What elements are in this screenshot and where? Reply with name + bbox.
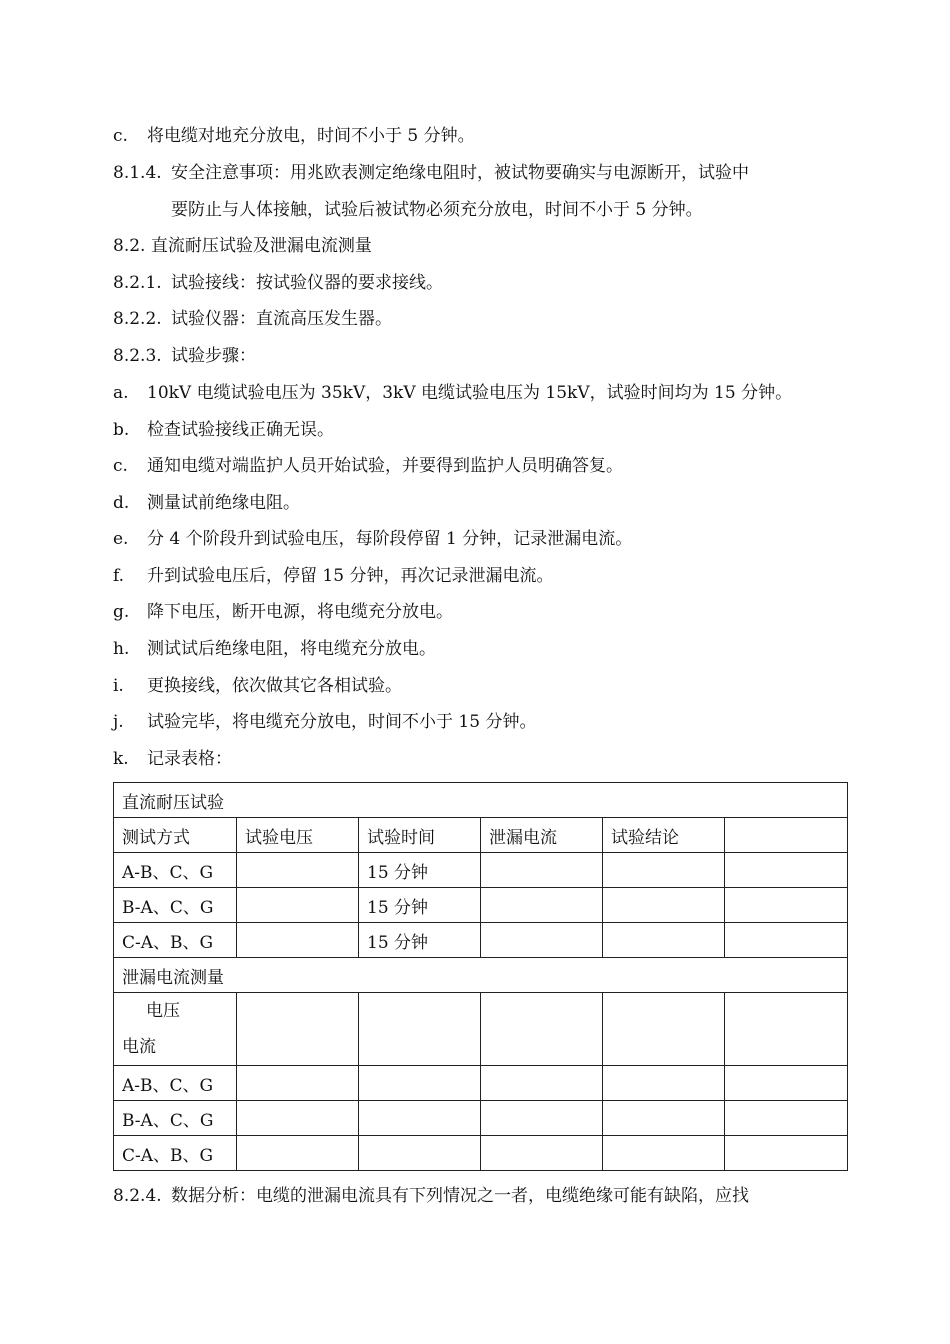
step-j-line (113, 704, 843, 740)
step-text: 试验完毕，将电缆充分放电，时间不小于 15 分钟。 (147, 712, 537, 732)
table-cell: A-B、C、G (114, 853, 237, 888)
step-text: 更换接线，依次做其它各相试验。 (147, 676, 402, 696)
section-8-2-heading (113, 228, 843, 264)
section-label: 8.2.4. (113, 1186, 162, 1206)
step-label: d. (113, 493, 130, 513)
header-cell: 试验时间 (359, 818, 481, 853)
step-label: g. (113, 602, 130, 622)
table-cell (603, 888, 725, 923)
section-8-2-1-line (113, 265, 843, 301)
table-row (114, 1136, 848, 1171)
table-cell (481, 1136, 603, 1171)
section-heading-text: 8.2. 直流耐压试验及泄漏电流测量 (113, 236, 372, 256)
table-cell (603, 923, 725, 958)
step-text: 升到试验电压后，停留 15 分钟，再次记录泄漏电流。 (147, 566, 554, 586)
table-row (114, 1066, 848, 1101)
current-label: 电流 (122, 1037, 156, 1057)
section-8-1-4-line (113, 155, 843, 191)
table-cell: B-A、C、G (114, 888, 237, 923)
table-cell (725, 1066, 848, 1101)
step-i-line (113, 668, 843, 704)
step-text: 分 4 个阶段升到试验电压，每阶段停留 1 分钟，记录泄漏电流。 (147, 529, 633, 549)
table-cell (725, 888, 848, 923)
step-text: 测量试前绝缘电阻。 (147, 493, 300, 513)
header-cell (725, 818, 848, 853)
header-cell: 试验电压 (237, 818, 359, 853)
step-a-line (113, 375, 843, 411)
table-row (114, 853, 848, 888)
step-g-line (113, 594, 843, 630)
record-table (113, 782, 848, 1171)
section-text: 试验仪器：直流高压发生器。 (171, 309, 392, 329)
table-cell (603, 993, 725, 1066)
step-label: k. (113, 749, 129, 769)
table-cell (359, 993, 481, 1066)
voltage-label: 电压 (146, 1001, 180, 1021)
step-label: e. (113, 529, 129, 549)
header-cell: 泄漏电流 (481, 818, 603, 853)
table-cell: C-A、B、G (114, 923, 237, 958)
table-row (114, 888, 848, 923)
section-text: 试验接线：按试验仪器的要求接线。 (171, 273, 443, 293)
table-section-row (114, 958, 848, 993)
table-cell (725, 1136, 848, 1171)
table-cell (359, 1136, 481, 1171)
table-cell: 15 分钟 (359, 888, 481, 923)
section-8-2-4-line (113, 1178, 843, 1214)
table-cell (725, 993, 848, 1066)
table-cell (237, 923, 359, 958)
section-text: 安全注意事项：用兆欧表测定绝缘电阻时，被试物要确实与电源断开，试验中 (171, 163, 749, 183)
step-label: c. (113, 126, 128, 146)
table-cell (359, 1101, 481, 1136)
step-text: 降下电压，断开电源，将电缆充分放电。 (147, 602, 453, 622)
step-k-line (113, 741, 843, 777)
table-cell: A-B、C、G (114, 1066, 237, 1101)
table-cell (359, 1066, 481, 1101)
table-cell (603, 1066, 725, 1101)
table-cell: 15 分钟 (359, 853, 481, 888)
step-text: 通知电缆对端监护人员开始试验，并要得到监护人员明确答复。 (147, 456, 623, 476)
step-text: 测试试后绝缘电阻，将电缆充分放电。 (147, 639, 436, 659)
table-cell (237, 993, 359, 1066)
step-b-line (113, 412, 843, 448)
section-8-2-2-line (113, 301, 843, 337)
table-cell (603, 1101, 725, 1136)
step-c2-line (113, 448, 843, 484)
table-cell: C-A、B、G (114, 1136, 237, 1171)
table-cell (725, 853, 848, 888)
table-section-row (114, 783, 848, 818)
section-label: 8.2.3. (113, 346, 162, 366)
diagonal-header-cell (114, 993, 237, 1066)
table-cell (481, 923, 603, 958)
section-title-cell: 泄漏电流测量 (114, 958, 848, 993)
header-cell: 测试方式 (114, 818, 237, 853)
section-text: 数据分析：电缆的泄漏电流具有下列情况之一者，电缆绝缘可能有缺陷，应找 (171, 1186, 749, 1206)
table-diagonal-header-row (114, 993, 848, 1066)
table-cell (603, 1136, 725, 1171)
table-cell (481, 853, 603, 888)
section-8-2-3-line (113, 338, 843, 374)
continuation-text: 要防止与人体接触，试验后被试物必须充分放电，时间不小于 5 分钟。 (171, 200, 703, 220)
step-e-line (113, 521, 843, 557)
step-f-line (113, 558, 843, 594)
step-label: c. (113, 456, 128, 476)
table-cell (481, 993, 603, 1066)
table-row (114, 923, 848, 958)
step-d-line (113, 485, 843, 521)
table-cell (237, 853, 359, 888)
step-text: 检查试验接线正确无误。 (147, 420, 334, 440)
section-8-1-4-continuation (113, 192, 843, 228)
section-label: 8.2.2. (113, 309, 162, 329)
table-cell (603, 853, 725, 888)
table-cell: B-A、C、G (114, 1101, 237, 1136)
step-label: i. (113, 676, 124, 696)
table-cell: 15 分钟 (359, 923, 481, 958)
step-text: 记录表格： (147, 749, 232, 769)
table-header-row (114, 818, 848, 853)
section-label: 8.1.4. (113, 163, 162, 183)
step-h-line (113, 631, 843, 667)
step-label: h. (113, 639, 130, 659)
table-cell (237, 888, 359, 923)
section-label: 8.2.1. (113, 273, 162, 293)
table-row (114, 1101, 848, 1136)
step-c-line (113, 118, 843, 154)
section-text: 试验步骤： (171, 346, 256, 366)
header-cell: 试验结论 (603, 818, 725, 853)
step-label: f. (113, 566, 125, 586)
section-title-cell: 直流耐压试验 (114, 783, 848, 818)
step-label: a. (113, 383, 129, 403)
step-text: 10kV 电缆试验电压为 35kV，3kV 电缆试验电压为 15kV，试验时间均为 15 分钟。 (147, 383, 793, 403)
step-text: 将电缆对地充分放电，时间不小于 5 分钟。 (147, 126, 475, 146)
table-cell (725, 923, 848, 958)
table-cell (481, 888, 603, 923)
table-cell (237, 1066, 359, 1101)
table-cell (237, 1136, 359, 1171)
table-cell (725, 1101, 848, 1136)
step-label: b. (113, 420, 130, 440)
step-label: j. (113, 712, 124, 732)
table-cell (481, 1101, 603, 1136)
table-cell (237, 1101, 359, 1136)
table-cell (481, 1066, 603, 1101)
